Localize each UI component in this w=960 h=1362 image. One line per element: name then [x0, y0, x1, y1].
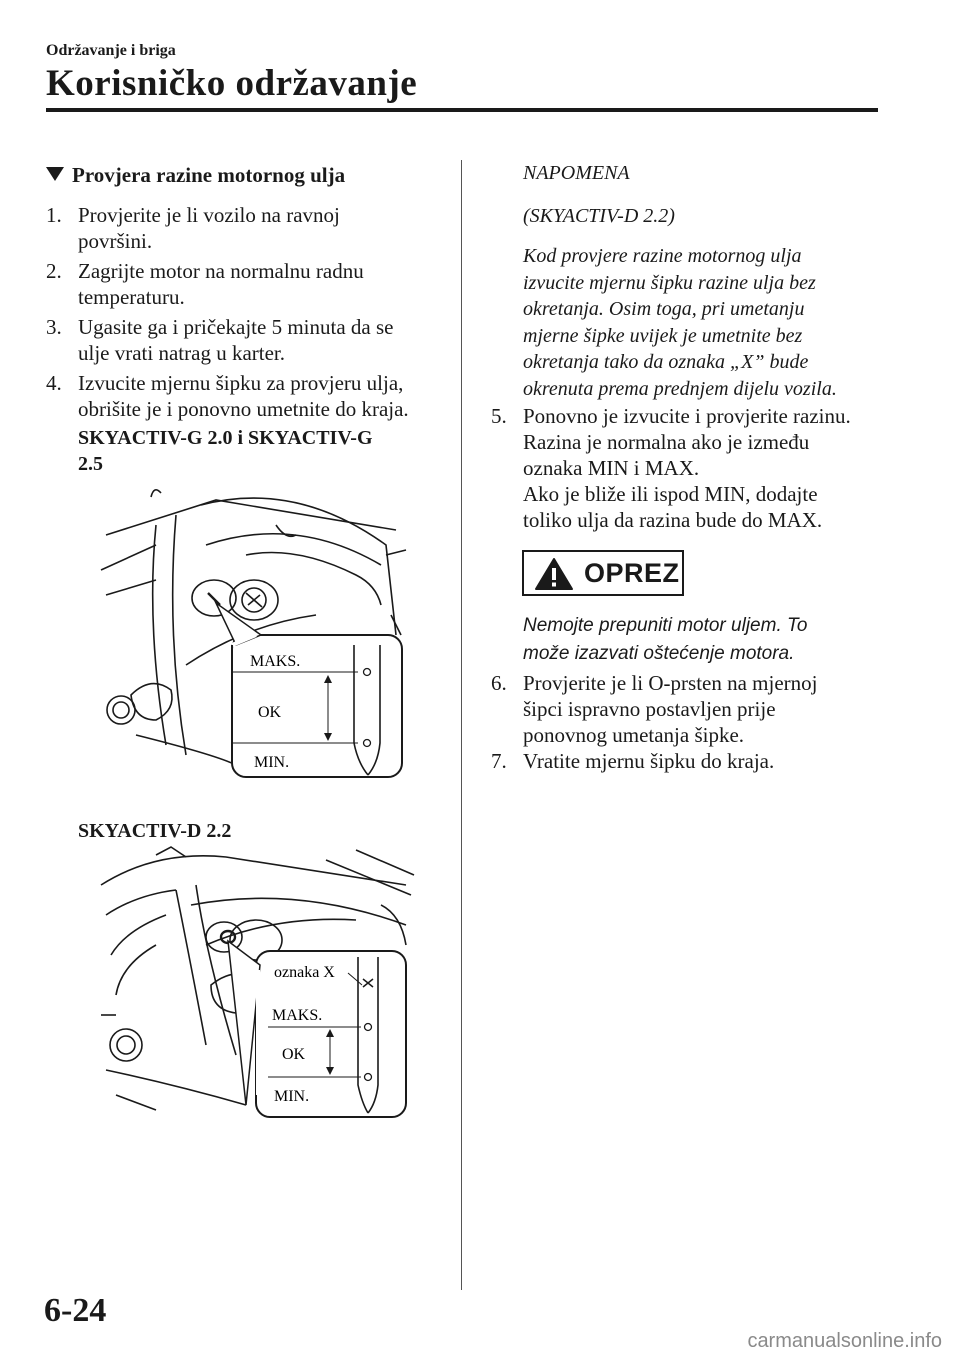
note-body: [523, 243, 837, 402]
variant-g-line: SKYACTIV-G 2.0 i SKYACTIV-G: [78, 427, 373, 449]
engine-illustration-g: [96, 485, 416, 785]
step-number: 1.: [46, 203, 62, 227]
section-heading: [46, 163, 345, 188]
step-line: ponovnog umetanja šipke.: [523, 723, 745, 747]
section-label: Održavanje i briga: [46, 42, 176, 59]
title-rule: [46, 108, 878, 112]
note-line: izvucite mjernu šipku razine ulja bez: [523, 271, 816, 294]
step-number: 7.: [491, 749, 507, 773]
step-text: [523, 670, 818, 748]
variant-g-label: [78, 425, 373, 477]
step-text: [523, 403, 851, 533]
label-min: MIN.: [254, 754, 290, 771]
step-text: [78, 314, 393, 366]
step-number: 2.: [46, 259, 62, 283]
step-line: obrišite je i ponovno umetnite do kraja.: [78, 397, 409, 421]
step-line: Zagrijte motor na normalnu radnu: [78, 259, 364, 283]
caution-line: Nemojte prepuniti motor uljem. To: [523, 615, 808, 636]
label-maks: MAKS.: [272, 1007, 323, 1024]
step-text: [78, 370, 409, 422]
page-title: Korisničko održavanje: [46, 63, 418, 104]
note-line: okrenuta prema prednjem dijelu vozila.: [523, 377, 837, 400]
step-line: Ugasite ga i pričekajte 5 minuta da se: [78, 315, 394, 339]
engine-illustration-d: [96, 845, 416, 1125]
step-line: Ako je bliže ili ispod MIN, dodajte: [523, 482, 818, 506]
caution-label: OPREZ: [584, 558, 680, 588]
section-heading-text: Provjera razine motornog ulja: [72, 163, 346, 187]
note-line: okretanja tako da oznaka „X” bude: [523, 351, 809, 373]
step-line: toliko ulja da razina bude do MAX.: [523, 508, 823, 532]
step-line: Razina je normalna ako je između: [523, 430, 810, 454]
page-number: 6-24: [44, 1292, 107, 1329]
step-line: oznaka MIN i MAX.: [523, 456, 700, 480]
step-text: [78, 258, 364, 310]
label-ok: OK: [282, 1046, 306, 1063]
variant-d-label: SKYACTIV-D 2.2: [78, 820, 232, 842]
note-line: mjerne šipke uvijek je umetnite bez: [523, 324, 803, 347]
step-line: šipci ispravno postavljen prije: [523, 697, 776, 721]
step-number: 3.: [46, 315, 62, 339]
step-text: Vratite mjernu šipku do kraja.: [523, 749, 775, 773]
caution-line: može izazvati oštećenje motora.: [523, 643, 795, 664]
step-line: ulje vrati natrag u karter.: [78, 341, 285, 365]
note-line: okretanja. Osim toga, pri umetanju: [523, 298, 805, 320]
label-min: MIN.: [274, 1088, 310, 1105]
warning-triangle-icon: [534, 557, 574, 591]
step-line: temperaturu.: [78, 285, 185, 309]
step-line: Provjerite je li O-prsten na mjernoj: [523, 671, 818, 695]
label-ok: OK: [258, 704, 282, 721]
caution-text: [523, 612, 807, 668]
label-maks: MAKS.: [250, 653, 301, 670]
note-subtitle: (SKYACTIV-D 2.2): [523, 205, 675, 227]
step-number: 6.: [491, 671, 507, 695]
step-line: površini.: [78, 229, 153, 253]
step-line: Provjerite je li vozilo na ravnoj: [78, 203, 340, 227]
step-number: 4.: [46, 371, 62, 395]
step-number: 5.: [491, 404, 507, 428]
column-divider: [461, 160, 462, 1290]
variant-g-line: 2.5: [78, 453, 103, 475]
step-text: [78, 202, 340, 254]
note-line: Kod provjere razine motornog ulja: [523, 245, 802, 267]
triangle-bullet-icon: [46, 167, 64, 181]
note-title: NAPOMENA: [523, 162, 630, 184]
label-x-mark: oznaka X: [274, 964, 335, 981]
step-line: Izvucite mjernu šipku za provjeru ulja,: [78, 371, 404, 395]
step-line: Ponovno je izvucite i provjerite razinu.: [523, 404, 851, 428]
caution-box: [522, 550, 684, 596]
watermark: carmanualsonline.info: [747, 1330, 942, 1352]
